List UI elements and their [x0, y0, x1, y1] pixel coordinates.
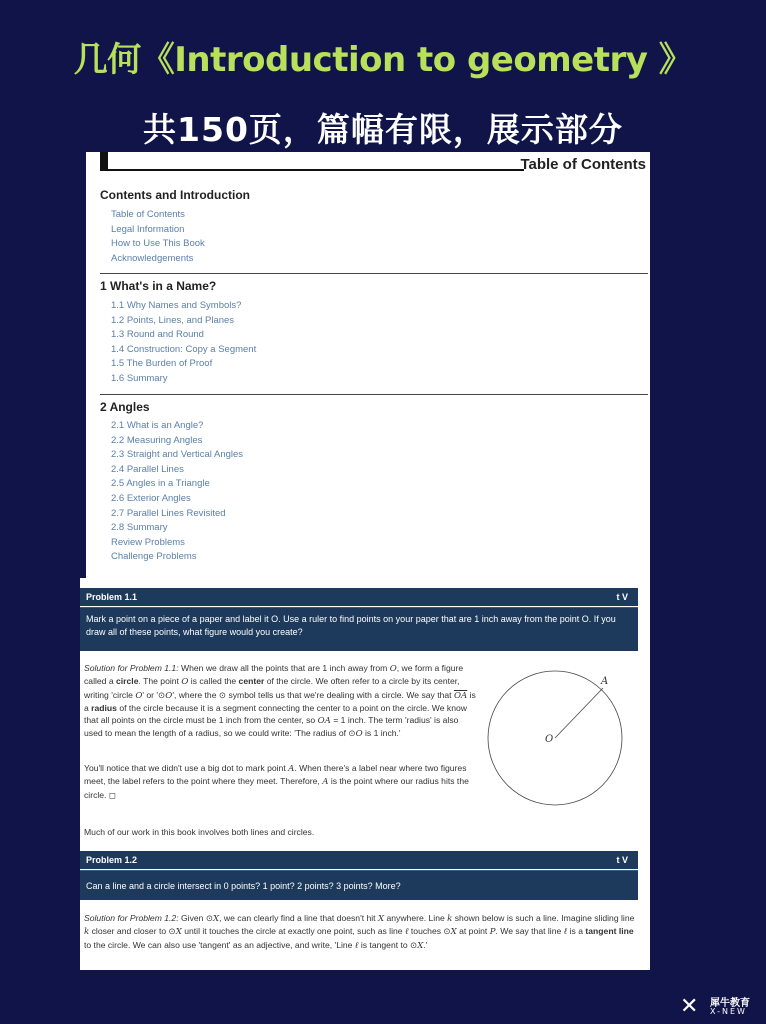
page-subtitle: 共150页，篇幅有限，展示部分: [143, 110, 623, 149]
point-label: A: [601, 676, 609, 687]
toc-link[interactable]: 1.1 Why Names and Symbols?: [111, 300, 242, 311]
section-divider: [100, 273, 648, 274]
radius-line: [555, 688, 603, 738]
logo-text-en: X-NEW: [710, 1007, 747, 1016]
center-label: O: [545, 734, 554, 745]
toc-link[interactable]: Review Problems: [111, 536, 185, 548]
solution-paragraph: Solution for Problem 1.2: Given ⊙X, we can clearly find a line that doesn't hit X anywhere. Line k shown below is such a line. Imagine sliding line k closer and closer to ⊙X until it touches the circle at exactly one point, such as line ℓ touches ⊙X at point P. We say that line ℓ is a tangent line to the circle. We can also use 'tangent' as an adjective, and write, 'Line ℓ is tangent to ⊙X.': [84, 913, 635, 951]
toc-heading: Table of Contents: [520, 156, 646, 173]
toc-link[interactable]: 2.6 Exterior Angles: [111, 492, 191, 504]
toc-section-links: [111, 419, 243, 565]
toc-link[interactable]: 2.1 What is an Angle?: [111, 420, 204, 431]
toc-link[interactable]: 2.2 Measuring Angles: [111, 434, 203, 446]
problem-header: [80, 851, 638, 869]
problem-label: Problem 1.2: [86, 855, 138, 865]
toc-link[interactable]: 1.2 Points, Lines, and Planes: [111, 314, 235, 326]
logo-x-icon: ✕: [680, 994, 699, 1019]
logo-text-cn: 犀牛教育: [710, 998, 750, 1009]
toc-section-title: Contents and Introduction: [100, 188, 250, 202]
toc-link[interactable]: 2.3 Straight and Vertical Angles: [111, 449, 244, 461]
toc-link[interactable]: 2.5 Angles in a Triangle: [111, 478, 210, 490]
toc-link[interactable]: 2.7 Parallel Lines Revisited: [111, 507, 226, 519]
toc-section-links: [111, 208, 205, 266]
problem-label: Problem 1.1: [86, 592, 138, 602]
toc-link[interactable]: 1.3 Round and Round: [111, 329, 204, 341]
toc-link[interactable]: Acknowledgements: [111, 252, 194, 264]
problem-statement: Mark a point on a piece of a paper and label it O. Use a ruler to find points on your paper that are 1 inch away from the point O. If you draw all of these points, what figure would you create?: [80, 607, 638, 651]
toc-section-title: 1 What's in a Name?: [100, 279, 217, 293]
problem-controls[interactable]: t V: [616, 855, 628, 865]
problem-page: [80, 578, 650, 970]
toc-section-links: [111, 299, 256, 387]
toc-link[interactable]: 2.8 Summary: [111, 522, 168, 534]
problem-statement: Can a line and a circle intersect in 0 points? 1 point? 2 points? 3 points? More?: [80, 870, 638, 900]
page-title: 几何《Introduction to geometry 》: [73, 40, 693, 80]
toc-link[interactable]: How to Use This Book: [111, 238, 205, 250]
section-divider: [100, 394, 648, 395]
toc-link[interactable]: Challenge Problems: [111, 551, 197, 563]
toc-link[interactable]: Legal Information: [111, 223, 185, 235]
solution-paragraph: Solution for Problem 1.1: When we draw all the points that are 1 inch away from O, we form a figure called a circle. The point O is called the center of the circle. We often refer to a circle by its center, writing 'circle O' or '⊙O', where the ⊙ symbol tells us that we're dealing with a circle. We say that $\overline{OA}$ is a radius of the circle because it is a segment connecting the center to a point on the circle. We know that all points on the circle must be 1 inch from the center, so OA = 1 inch. The term 'radius' is also used to mean the length of a radius, so we could write: 'The radius of ⊙O is 1 inch.': [84, 663, 476, 740]
problem-header: [80, 588, 638, 606]
toc-section-title: 2 Angles: [100, 400, 150, 414]
solution-paragraph: You'll notice that we didn't use a big dot to mark point A. When there's a label near where two figures meet, the label refers to the point where they meet. Therefore, A is the point where our radius hits the circle. ◻: [84, 763, 469, 800]
toc-link[interactable]: 1.5 The Burden of Proof: [111, 358, 213, 370]
brand-logo: [680, 994, 764, 1020]
toc-link[interactable]: Table of Contents: [111, 209, 185, 220]
toc-link[interactable]: 1.6 Summary: [111, 372, 168, 384]
body-text: Much of our work in this book involves both lines and circles.: [84, 827, 315, 837]
problem-controls[interactable]: t V: [616, 592, 628, 602]
circle-figure: [485, 662, 635, 812]
toc-header-line: [100, 169, 524, 171]
toc-link[interactable]: 2.4 Parallel Lines: [111, 463, 184, 475]
table-of-contents-page: [86, 152, 650, 578]
toc-link[interactable]: 1.4 Construction: Copy a Segment: [111, 343, 257, 355]
